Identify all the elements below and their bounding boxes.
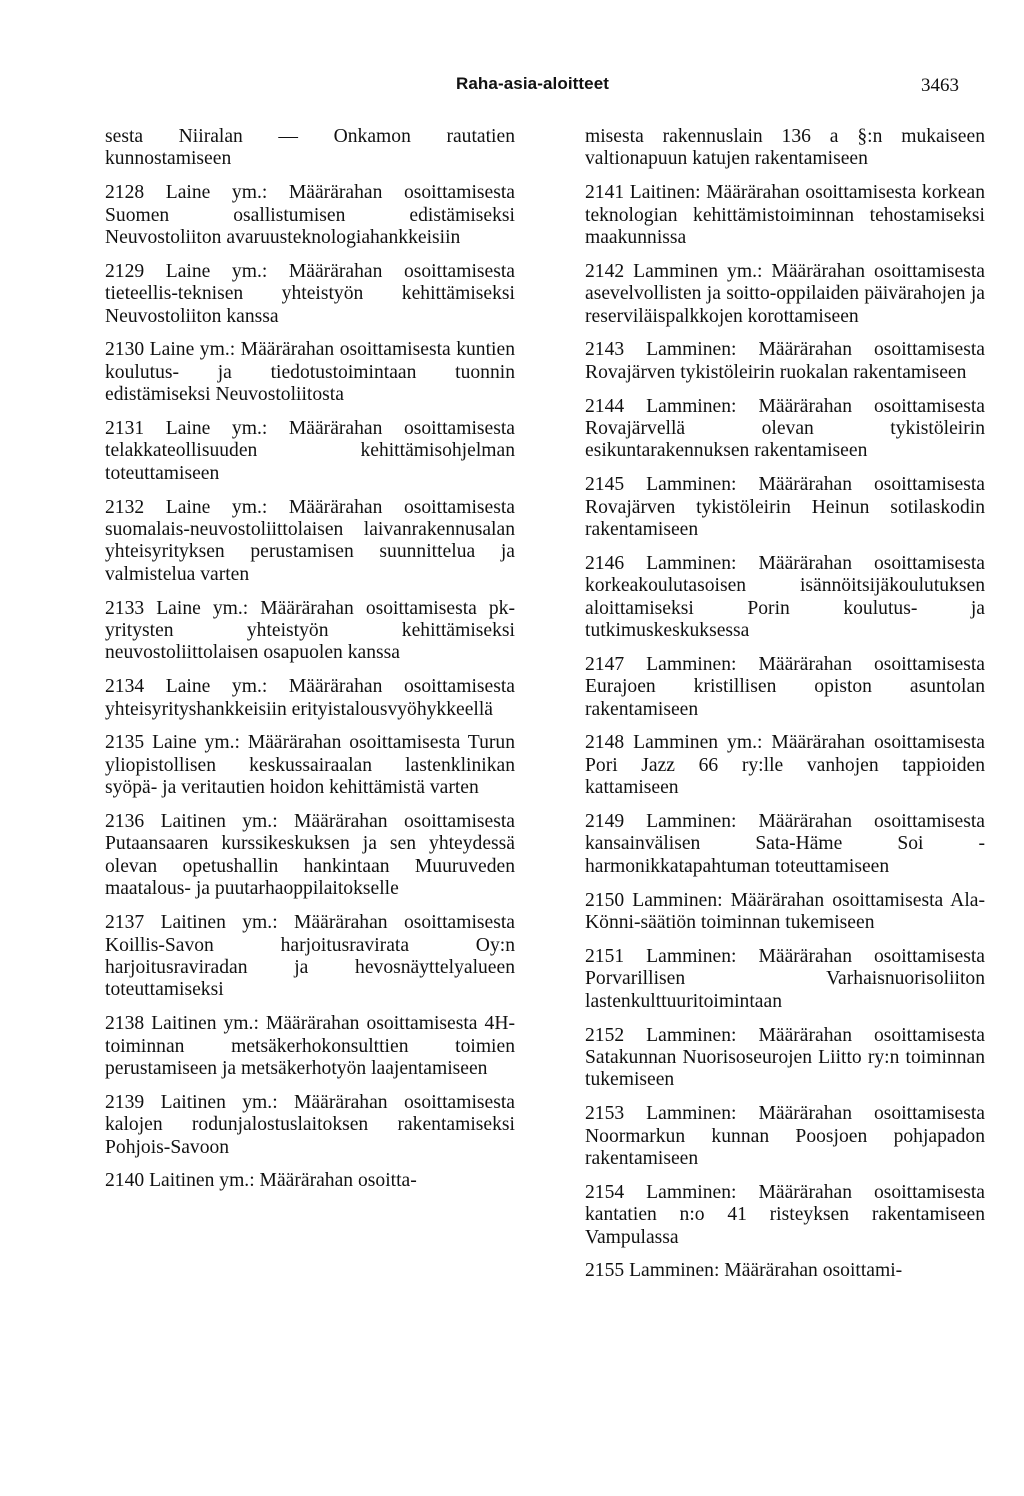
list-item: 2135 Laine ym.: Määrärahan osoittamisesta Turun yliopistollisen keskussairaalan lastenklinikan syöpä- ja veritautien hoidon kehittämistä varten: [105, 732, 515, 799]
right-column: [585, 126, 985, 1283]
list-item: 2153 Lamminen: Määrärahan osoittamisesta Noormarkun kunnan Poosjoen pohjapadon rakentamiseen: [585, 1103, 985, 1169]
list-item: 2154 Lamminen: Määrärahan osoittamisesta kantatien n:o 41 risteyksen rakentamiseen Vampulassa: [585, 1181, 985, 1248]
list-item: 2132 Laine ym.: Määrärahan osoittamisesta suomalais-neuvostoliittolaisen laivanrakennusalan yhteisyrityksen perustamisen suunnittelua ja valmistelua varten: [105, 496, 515, 585]
list-item: 2130 Laine ym.: Määrärahan osoittamisesta kuntien koulutus- ja tiedotustoimintaan tuonnin edistämiseksi Neuvostoliitosta: [105, 339, 515, 406]
list-item: 2138 Laitinen ym.: Määrärahan osoittamisesta 4H-toiminnan metsäkerhokonsulttien toimien perustamiseen ja metsäkerhotyön laajentamiseen: [105, 1013, 515, 1079]
list-item: 2133 Laine ym.: Määrärahan osoittamisesta pk-yritysten yhteistyön kehittämiseksi neuvostoliittolaisen osapuolen kanssa: [105, 597, 515, 664]
list-item: 2134 Laine ym.: Määrärahan osoittamisesta yhteisyrityshankkeisiin erityistalousvyöhykkeellä: [105, 676, 515, 720]
list-item: 2151 Lamminen: Määrärahan osoittamisesta Porvarillisen Varhaisnuorisoliiton lastenkulttuuritoimintaan: [585, 945, 985, 1012]
list-item: 2145 Lamminen: Määrärahan osoittamisesta Rovajärven tykistöleirin Heinun sotilaskodin rakentamiseen: [585, 474, 985, 541]
list-item: 2152 Lamminen: Määrärahan osoittamisesta Satakunnan Nuorisoseurojen Liitto ry:n toiminnan tukemiseen: [585, 1024, 985, 1091]
list-item: 2131 Laine ym.: Määrärahan osoittamisesta telakkateollisuuden kehittämisohjelman toteuttamiseen: [105, 418, 515, 484]
list-item: 2155 Lamminen: Määrärahan osoittami-: [585, 1260, 903, 1282]
list-item: 2141 Laitinen: Määrärahan osoittamisesta korkean teknologian kehittämistoiminnan tehostamiseksi maakunnissa: [585, 182, 985, 249]
list-item: 2149 Lamminen: Määrärahan osoittamisesta kansainvälisen Sata-Häme Soi -harmonikkatapahtuman toteuttamiseen: [585, 811, 985, 877]
list-item: 2136 Laitinen ym.: Määrärahan osoittamisesta Putaansaaren kurssikeskuksen ja sen yhteydessä olevan opetushallin hankintaan Muuruveden maatalous- ja puutarhaoppilaitokselle: [105, 811, 515, 900]
page-number: 3463: [921, 75, 959, 96]
list-item: 2128 Laine ym.: Määrärahan osoittamisesta Suomen osallistumisen edistämiseksi Neuvostoliiton avaruusteknologiahankkeisiin: [105, 182, 515, 249]
list-item: 2129 Laine ym.: Määrärahan osoittamisesta tieteellis-teknisen yhteistyön kehittämiseksi Neuvostoliiton kanssa: [105, 260, 515, 327]
list-item: 2143 Lamminen: Määrärahan osoittamisesta Rovajärven tykistöleirin ruokalan rakentamiseen: [585, 339, 985, 383]
list-item: 2137 Laitinen ym.: Määrärahan osoittamisesta Koillis-Savon harjoitusravirata Oy:n harjoitusraviradan ja hevosnäyttelyalueen toteuttamiseksi: [105, 912, 515, 1001]
list-item: 2139 Laitinen ym.: Määrärahan osoittamisesta kalojen rodunjalostuslaitoksen rakentamiseksi Pohjois-Savoon: [105, 1091, 515, 1158]
list-item: 2148 Lamminen ym.: Määrärahan osoittamisesta Pori Jazz 66 ry:lle vanhojen tappioiden kattamiseen: [585, 732, 985, 799]
list-item: misesta rakennuslain 136 a §:n mukaiseen valtionapuun katujen rakentamiseen: [585, 126, 985, 170]
list-item: 2142 Lamminen ym.: Määrärahan osoittamisesta asevelvollisten ja soitto-oppilaiden päivärahojen ja reserviläispalkkojen korottamiseen: [585, 260, 985, 327]
running-head-title: Raha-asia-aloitteet: [456, 74, 610, 93]
left-column: [105, 126, 515, 1193]
list-item: 2147 Lamminen: Määrärahan osoittamisesta Eurajoen kristillisen opiston asuntolan rakentamiseen: [585, 653, 985, 720]
list-item: 2144 Lamminen: Määrärahan osoittamisesta Rovajärvellä olevan tykistöleirin esikuntarakennuksen rakentamiseen: [585, 395, 985, 462]
list-item: 2140 Laitinen ym.: Määrärahan osoitta-: [105, 1170, 417, 1192]
list-item: 2146 Lamminen: Määrärahan osoittamisesta korkeakoulutasoisen isännöitsijäkoulutuksen aloittamiseksi Porin koulutus- ja tutkimuskeskuksessa: [585, 552, 985, 642]
list-item: 2150 Lamminen: Määrärahan osoittamisesta Ala-Könni-säätiön toiminnan tukemiseen: [585, 889, 985, 934]
list-item: sesta Niiralan — Onkamon rautatien kunnostamiseen: [105, 126, 515, 170]
